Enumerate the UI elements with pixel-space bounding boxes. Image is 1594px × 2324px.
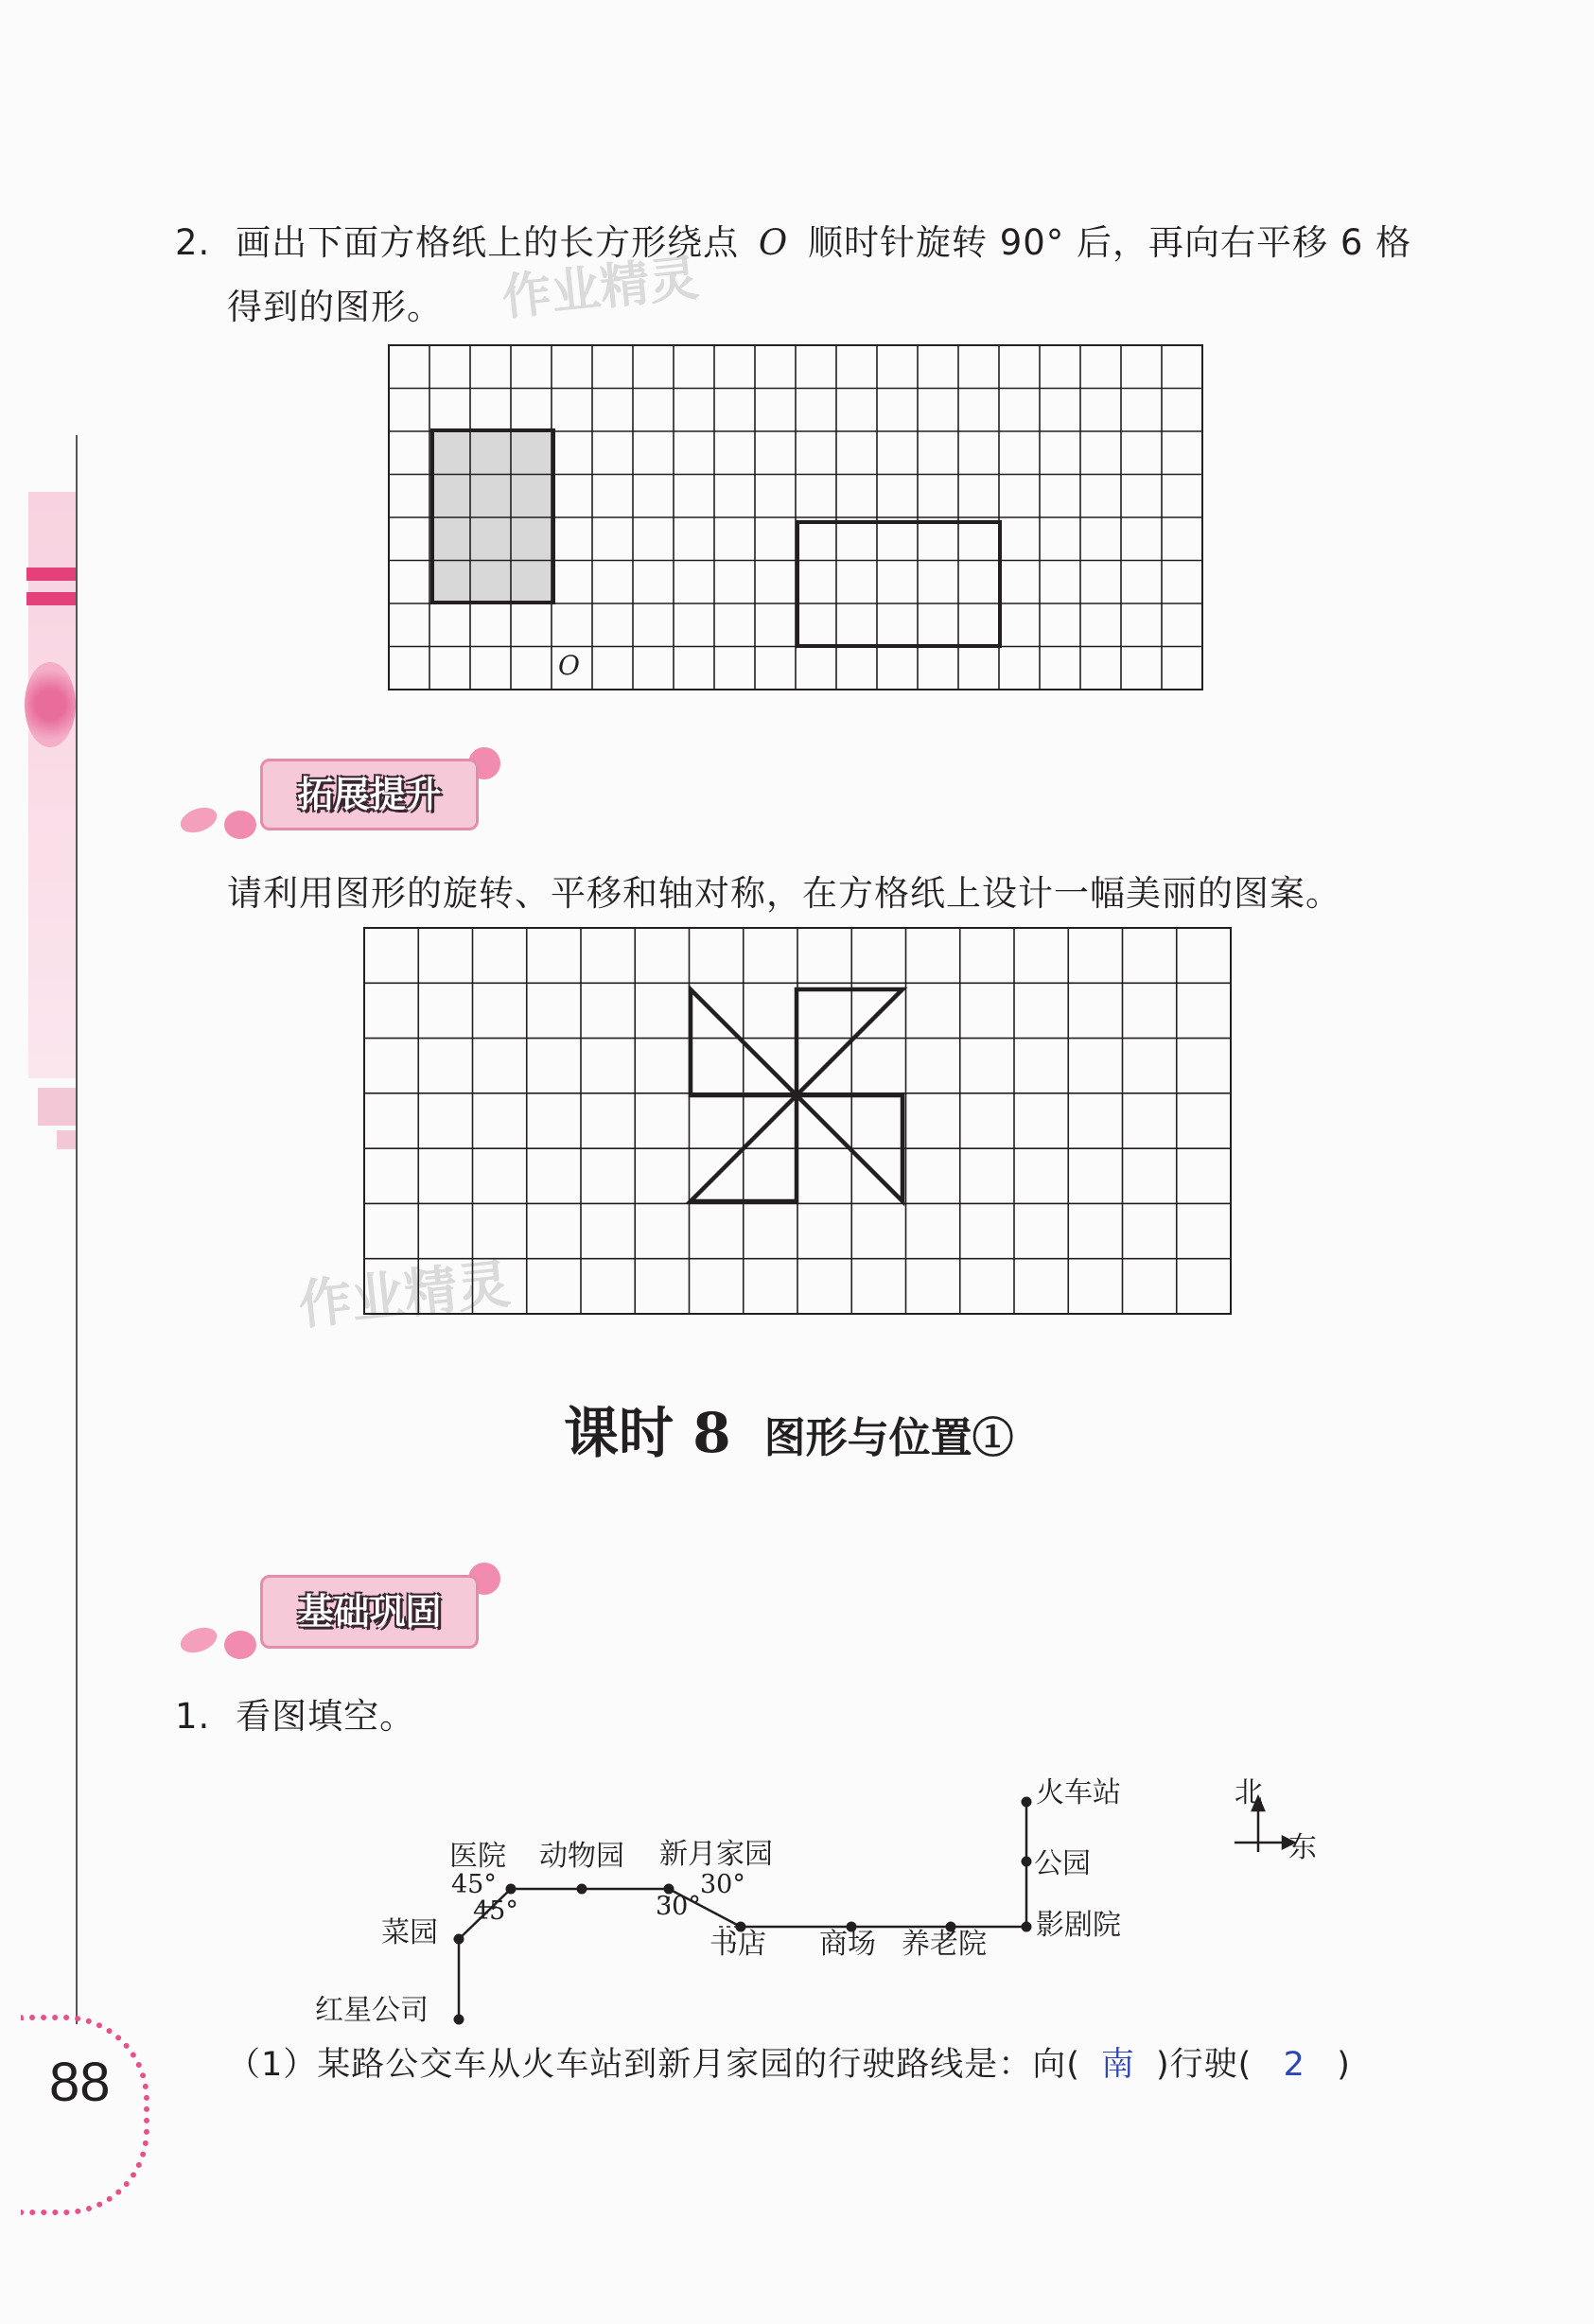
pinwheel-pattern	[691, 989, 902, 1201]
pixel-squares	[38, 1088, 76, 1126]
sub-question-text: )行驶(	[1155, 2046, 1252, 2084]
question-text: 画出下面方格纸上的长方形绕点	[236, 222, 740, 263]
question-2-line1	[175, 210, 1411, 276]
answer-rectangle	[797, 522, 1000, 646]
place-park: 公园	[1034, 1847, 1091, 1880]
point-o: O	[758, 222, 789, 263]
question-number: 2.	[175, 222, 211, 263]
compass-east: 东	[1288, 1831, 1317, 1864]
question-2-line2: 得到的图形。	[227, 287, 443, 327]
question-text: 看图填空。	[236, 1696, 416, 1737]
page-number: 88	[49, 2052, 111, 2113]
place-vegetable-garden: 菜园	[381, 1916, 438, 1949]
compass-north: 北	[1235, 1776, 1263, 1809]
angle-label: 45°	[473, 1896, 518, 1926]
pink-stripe	[26, 568, 76, 581]
page-number-dots	[21, 2015, 149, 2215]
leaf-decoration	[177, 1623, 220, 1657]
sub-question-1	[227, 2032, 1351, 2098]
sub-question-text: （1）某路公交车从火车站到新月家园的行驶路线是：向(	[227, 2046, 1080, 2084]
flower-icon	[25, 662, 76, 747]
leaf-decoration	[177, 803, 220, 837]
angle-label: 30°	[656, 1892, 701, 1921]
place-train-station: 火车站	[1036, 1776, 1121, 1809]
pink-stripe	[26, 592, 76, 605]
question-1-title	[175, 1684, 415, 1750]
section-title-extend: 拓展提升	[260, 759, 479, 830]
lesson-topic: 图形与位置①	[763, 1414, 1014, 1462]
place-nursing-home: 养老院	[902, 1928, 987, 1961]
lesson-number: 课时 8	[564, 1401, 731, 1465]
place-hospital: 医院	[449, 1840, 506, 1873]
place-xinyue: 新月家园	[659, 1838, 773, 1871]
angle-label: 45°	[451, 1870, 497, 1899]
section-title-basic: 基础巩固	[260, 1575, 479, 1649]
lesson-title	[564, 1389, 1014, 1468]
sub-question-text: )	[1337, 2046, 1351, 2084]
route-map	[303, 1769, 1343, 2053]
place-mall: 商场	[819, 1928, 876, 1961]
place-zoo: 动物园	[539, 1840, 624, 1873]
place-cinema: 影剧院	[1036, 1909, 1121, 1942]
rotation-grid	[388, 344, 1203, 690]
place-hongxing: 红星公司	[315, 1994, 429, 2027]
design-grid	[363, 927, 1232, 1315]
extend-prompt: 请利用图形的旋转、平移和轴对称，在方格纸上设计一幅美丽的图案。	[227, 873, 1341, 914]
left-margin-line	[76, 435, 78, 2024]
leaf-decoration	[224, 1631, 256, 1659]
watermark: 作业精灵	[499, 250, 702, 327]
answer-distance: 2	[1283, 2046, 1305, 2084]
watermark: 作业精灵	[295, 1253, 514, 1337]
leaf-decoration	[224, 811, 256, 839]
question-number: 1.	[175, 1696, 211, 1737]
pixel-squares	[57, 1130, 76, 1149]
place-bookstore: 书店	[709, 1928, 766, 1961]
point-o-label: O	[558, 650, 580, 681]
angle-label: 30°	[700, 1870, 745, 1899]
answer-direction: 南	[1100, 2046, 1135, 2084]
question-text: 顺时针旋转 90° 后，再向右平移 6 格	[807, 222, 1412, 263]
original-rectangle-shaded	[432, 430, 553, 603]
